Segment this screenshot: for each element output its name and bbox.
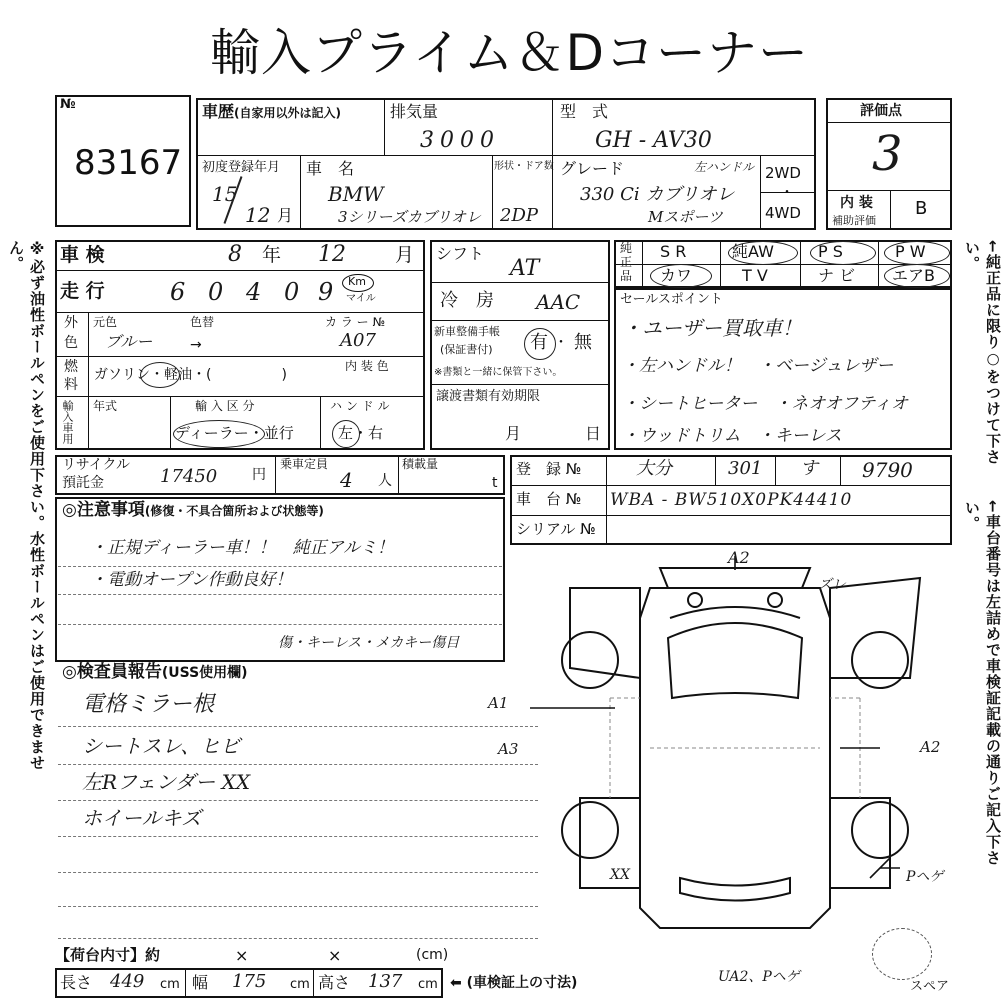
load-label: 積載量 (402, 457, 439, 471)
recycle-unit: 円 (252, 467, 266, 483)
drive-4wd: 4WD (765, 204, 801, 222)
lot-number: 83167 (74, 143, 183, 183)
width-label: 幅 (192, 973, 209, 992)
interior-value: B (915, 198, 928, 219)
drive-dot: ・ (780, 185, 794, 201)
sales-points-label: セールスポイント (620, 292, 723, 307)
sales-point-line: ・ウッドトリム ・キーレス (622, 426, 842, 446)
mileage-digit: 4 (246, 278, 262, 306)
report-line: シートスレ、ヒビ (82, 734, 241, 758)
model-code-value: GH - AV30 (595, 128, 712, 153)
shift-value: AT (510, 256, 540, 281)
genuine-label-3: 品 (620, 269, 633, 283)
transfer-day: 日 (585, 424, 602, 443)
mileage-digit: 0 (208, 278, 224, 306)
mark-right-side: A2 (920, 738, 941, 756)
capacity-label: 乗車定員 (280, 457, 329, 471)
score-label: 評価点 (860, 103, 902, 119)
genuine-sr: S R (660, 242, 687, 261)
mileage-digits (150, 274, 340, 308)
car-name-label: 車 名 (306, 159, 355, 178)
mileage-unit-km: Km (348, 275, 366, 288)
first-reg-year: 15 (212, 182, 238, 206)
cargo-x2: × (328, 946, 342, 965)
first-reg-month: 12 (245, 203, 271, 227)
records-label1: 新車整備手帳 (434, 325, 500, 338)
recycle-label2: 預託金 (62, 475, 104, 491)
notes-title: ◎注意事項(修復・不具合箇所および状態等) (62, 500, 324, 520)
genuine-navi: ナ ビ (818, 266, 856, 285)
mark-rear-right: Pヘゲ (906, 869, 944, 885)
height-value: 137 (368, 971, 403, 992)
transfer-label: 譲渡書類有効期限 (436, 389, 541, 404)
notes-line: ・電動オープン作動良好！ (90, 570, 293, 590)
report-line: 左Rフェンダー XX (82, 770, 251, 794)
import-class-value: ディーラー・並行 (175, 424, 294, 442)
mileage-label: 走 行 (60, 280, 105, 302)
first-reg-label: 初度登録年月 (202, 160, 281, 175)
color-code-value: A07 (340, 330, 376, 351)
first-reg-month-unit: 月 (277, 206, 294, 225)
mileage-digit: 9 (318, 278, 334, 306)
inspection-label: 車 検 (60, 244, 105, 266)
grade-line2: Mスポーツ (648, 208, 723, 226)
genuine-ps: P S (818, 242, 843, 261)
registration-place: 大分 (636, 458, 672, 479)
genuine-aw: 純AW (732, 242, 774, 261)
report-title: ◎検査員報告(USS使用欄) (62, 662, 248, 682)
mileage-digit: 0 (284, 278, 300, 306)
registration-number: 9790 (862, 458, 913, 482)
load-unit: t (492, 475, 498, 491)
records-label2: (保証書付) (440, 343, 493, 356)
records-yes: 有 (530, 332, 548, 353)
sales-point-line: ・シートヒーター ・ネオオフティオ (622, 394, 908, 414)
interior-label1: 内 装 (840, 195, 873, 211)
grade-label: グレード (560, 159, 625, 178)
side-note-right-top: ←純正品に限り○をつけて下さい。 (963, 240, 1002, 465)
width-unit: cm (290, 977, 310, 992)
mark-left-front: A1 (488, 694, 509, 712)
genuine-pw: P W (895, 242, 926, 261)
transfer-month: 月 (505, 424, 522, 443)
page-title: 輸入プライム＆Dコーナー (210, 24, 810, 82)
grade-note: 左ハンドル (694, 160, 755, 174)
report-line: ホイールキズ (82, 806, 202, 830)
spare-tire-circle (872, 928, 932, 980)
notes-bottom: 傷・キーレス・メカキー傷目 (278, 635, 460, 651)
side-note-right-bottom: ←車台番号は左詰めで車検証記載の通りご記入下さい。 (963, 500, 1002, 866)
fuel-section-1: 燃 (64, 359, 78, 375)
shift-label: シフト (436, 244, 485, 263)
registration-class: 301 (728, 458, 763, 479)
cargo-unit: (cm) (416, 947, 449, 963)
car-damage-diagram (540, 548, 960, 948)
car-model: 3シリーズカブリオレ (338, 208, 482, 226)
displacement-label: 排気量 (390, 102, 439, 121)
registration-label: 登 録 № (516, 460, 582, 478)
mark-rear-left: XX (610, 867, 630, 883)
displacement-value: 3000 (420, 128, 500, 153)
model-code-label: 型 式 (560, 102, 609, 121)
inspection-month: 12 (318, 242, 346, 267)
records-no: 無 (574, 332, 592, 353)
side-note-left: ※必ず油性ボールペンをご使用下さい。水性ボールペンはご使用できません。 (7, 240, 46, 771)
mileage-digit: 6 (170, 278, 186, 306)
length-value: 449 (110, 971, 145, 992)
color-code-label: カ ラ ー № (325, 315, 385, 329)
ac-label: 冷 房 (440, 290, 494, 311)
mileage-unit-mile: マイル (346, 293, 376, 304)
fuel-options: ガソリン・軽油・( ) (94, 367, 287, 383)
width-value: 175 (232, 971, 267, 992)
history-label: 車歴(自家用以外は記入) (202, 102, 341, 121)
length-label: 長さ (60, 973, 93, 992)
color-changed-label: 色替 (190, 315, 215, 329)
recycle-label1: リサイクル (62, 457, 131, 473)
registration-kana: す (800, 458, 818, 479)
serial-label: シリアル № (516, 520, 596, 538)
color-arrow: → (190, 337, 202, 353)
inspection-year: 8 (228, 242, 242, 267)
capacity-unit: 人 (378, 473, 392, 489)
import-section: 輸入車用 (61, 400, 74, 444)
color-section-1: 外 (64, 315, 78, 331)
ac-value: AAC (536, 290, 581, 314)
fuel-section-2: 料 (64, 377, 78, 393)
cargo-label: 【荷台内寸】約 (55, 946, 161, 964)
report-line: 電格ミラー根 (82, 692, 215, 717)
color-section-2: 色 (64, 335, 78, 351)
mark-left-side: A3 (498, 740, 519, 758)
color-orig-value: ブルー (105, 332, 153, 351)
mark-front-right: ズレ (818, 577, 846, 593)
genuine-tv: T V (742, 266, 768, 285)
sales-point-line: ・左ハンドル！ ・ベージュレザー (622, 356, 894, 376)
recycle-value: 17450 (160, 466, 218, 487)
car-maker: BMW (328, 182, 384, 206)
mark-front: A2 (728, 548, 750, 567)
records-dot: ・ (554, 335, 568, 351)
genuine-label-1: 純 (620, 241, 633, 255)
score-value: 3 (872, 126, 903, 182)
chassis-value: WBA - BW510X0PK44410 (610, 490, 853, 510)
genuine-label-2: 正 (620, 255, 633, 269)
genuine-leather: カワ (660, 266, 693, 285)
import-handle-value: 左・右 (338, 424, 384, 442)
color-orig-label: 元色 (93, 315, 118, 329)
height-unit: cm (418, 977, 438, 992)
chassis-label: 車 台 № (516, 490, 582, 508)
dimensions-note: ⬅ (車検証上の寸法) (450, 975, 578, 991)
interior-label2: 補助評価 (832, 214, 876, 227)
mark-rear: UA2、Pヘゲ (718, 969, 800, 985)
height-label: 高さ (318, 973, 351, 992)
length-unit: cm (160, 977, 180, 992)
shape-doors-label: 形状・ドア数 (494, 161, 554, 172)
grade-line1: 330 Ci カブリオレ (580, 184, 735, 205)
inspection-month-unit: 月 (395, 244, 415, 266)
import-year-label: 年式 (93, 399, 118, 413)
capacity-value: 4 (340, 468, 353, 492)
sales-point-line: ・ユーザー買取車！ (622, 316, 802, 340)
import-handle-label: ハ ン ド ル (330, 399, 390, 413)
import-class-label: 輸 入 区 分 (195, 399, 255, 413)
records-note: ※書類と一緒に保管下さい。 (434, 367, 563, 378)
drive-2wd: 2WD (765, 164, 801, 182)
inspection-year-unit: 年 (262, 244, 282, 266)
cargo-x1: × (235, 946, 249, 965)
spare-label: スペア (910, 979, 950, 994)
shape-doors-value: 2DP (500, 205, 538, 226)
genuine-airbag: エアB (892, 266, 935, 285)
interior-color-label: 内 装 色 (345, 359, 389, 373)
lot-label: № (60, 97, 76, 112)
notes-line: ・正規ディーラー車！！ 純正アルミ！ (90, 538, 394, 558)
